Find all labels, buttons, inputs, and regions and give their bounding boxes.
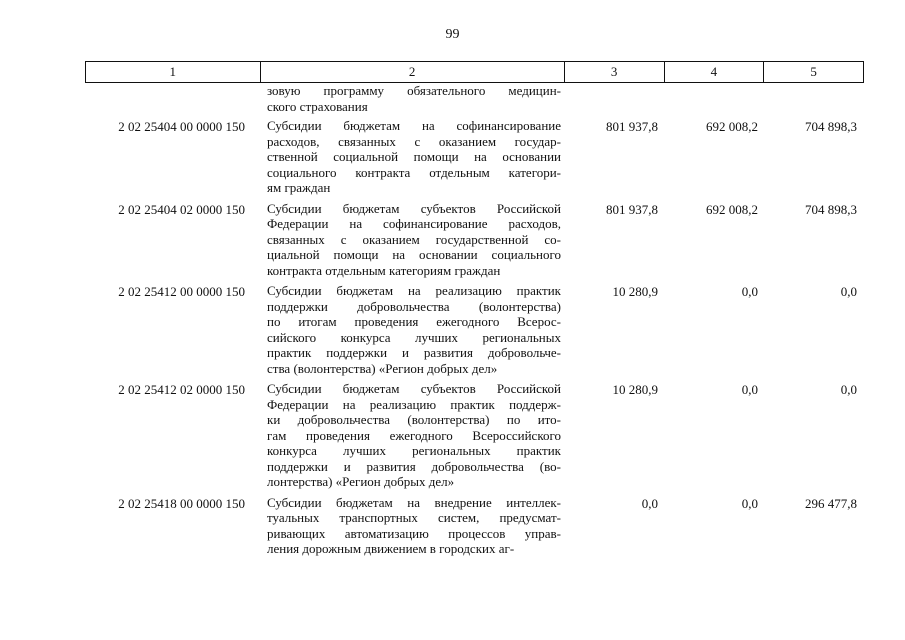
amount-col-5: 296 477,8 (805, 495, 857, 511)
amount-col-4: 0,0 (741, 495, 758, 511)
description-line: практик поддержки и развития добровольче- (267, 345, 561, 360)
description-line: лонтерства) «Регион добрых дел» (267, 474, 455, 489)
amount-col-3: 0,0 (641, 495, 658, 511)
budget-code: 2 02 25412 00 0000 150 (118, 284, 245, 299)
description-line: ки добровольчества (волонтерства) по ито- (267, 412, 561, 427)
amount-col-5: 704 898,3 (805, 119, 857, 134)
amount-col-3: 10 280,9 (612, 284, 658, 299)
description-line: Федерации на софинансирование расходов, (267, 216, 561, 231)
amount-col-5: 0,0 (840, 284, 857, 299)
description-line: контракта отдельным категориям граждан (267, 262, 501, 278)
description-line: зовую программу обязательного медицин- (267, 83, 561, 98)
amount-col-3: 801 937,8 (606, 201, 658, 217)
page-number: 99 (445, 27, 460, 42)
column-header-5: 5 (810, 64, 817, 79)
description-line: ления дорожным движением в городских аг- (267, 541, 515, 556)
amount-col-4: 0,0 (741, 284, 758, 299)
description-line: гам проведения ежегодного Всероссийского (267, 427, 561, 443)
description-line: туальных транспортных систем, предусмат- (267, 510, 561, 525)
description-line: Субсидии бюджетам на реализацию практик (267, 283, 561, 298)
description (260, 201, 565, 279)
table-row (85, 283, 864, 376)
column-header-3: 3 (565, 62, 665, 82)
description-line: поддержки добровольчества (волонтерства) (267, 298, 561, 314)
column-header-1: 1 (86, 62, 261, 82)
budget-code: 2 02 25404 00 0000 150 (118, 119, 245, 134)
description (260, 381, 565, 490)
table-header (85, 61, 864, 83)
column-header-4: 4 (665, 62, 765, 82)
description-line: ского страхования (267, 98, 368, 114)
table-row (85, 83, 864, 114)
description-line: расходов, связанных с оказанием государ- (267, 133, 561, 149)
description-line: ственной социальной помощи на основании (267, 149, 561, 164)
table-row (85, 118, 864, 196)
description-line: по итогам проведения ежегодного Всерос- (267, 314, 561, 329)
amount-col-4 (665, 83, 765, 84)
column-header-2: 2 (261, 62, 565, 82)
amount-col-5: 704 898,3 (805, 201, 857, 217)
amount-col-5 (765, 83, 864, 84)
description-line: ства (волонтерства) «Регион добрых дел» (267, 360, 498, 376)
description (260, 283, 565, 376)
description-line: связанных с оказанием государственной со- (267, 231, 561, 247)
budget-table-body (85, 83, 864, 562)
description-line: ям граждан (267, 180, 331, 195)
budget-code: 2 02 25404 02 0000 150 (118, 201, 245, 217)
description-line: Субсидии бюджетам субъектов Российской (267, 381, 561, 396)
description-line: ривающих автоматизацию процессов управ- (267, 525, 561, 541)
amount-col-4: 692 008,2 (706, 119, 758, 134)
table-row (85, 381, 864, 490)
amount-col-3: 801 937,8 (606, 119, 658, 134)
description-line: циальной помощи на основании социального (267, 247, 561, 262)
table-row (85, 201, 864, 279)
amount-col-5: 0,0 (840, 382, 857, 397)
description-line: Федерации на реализацию практик поддерж- (267, 396, 561, 412)
description-line: конкурса лучших региональных практик (267, 443, 561, 458)
budget-code: 2 02 25412 02 0000 150 (118, 382, 245, 397)
amount-col-3: 10 280,9 (612, 382, 658, 397)
description-line: поддержки и развития добровольчества (во- (267, 458, 561, 474)
amount-col-4: 692 008,2 (706, 201, 758, 217)
description (260, 118, 565, 196)
description (260, 495, 565, 557)
description-line: сийского конкурса лучших региональных (267, 329, 561, 345)
description-line: Субсидии бюджетам на софинансирование (267, 118, 561, 133)
budget-code (85, 83, 260, 84)
description-line: социального контракта отдельным категори- (267, 164, 561, 180)
amount-col-3 (565, 83, 665, 84)
table-row (85, 495, 864, 557)
amount-col-4: 0,0 (741, 382, 758, 397)
description-line: Субсидии бюджетам субъектов Российской (267, 200, 561, 216)
description-line: Субсидии бюджетам на внедрение интеллек- (267, 494, 561, 510)
budget-code: 2 02 25418 00 0000 150 (118, 495, 245, 511)
description (260, 83, 565, 114)
